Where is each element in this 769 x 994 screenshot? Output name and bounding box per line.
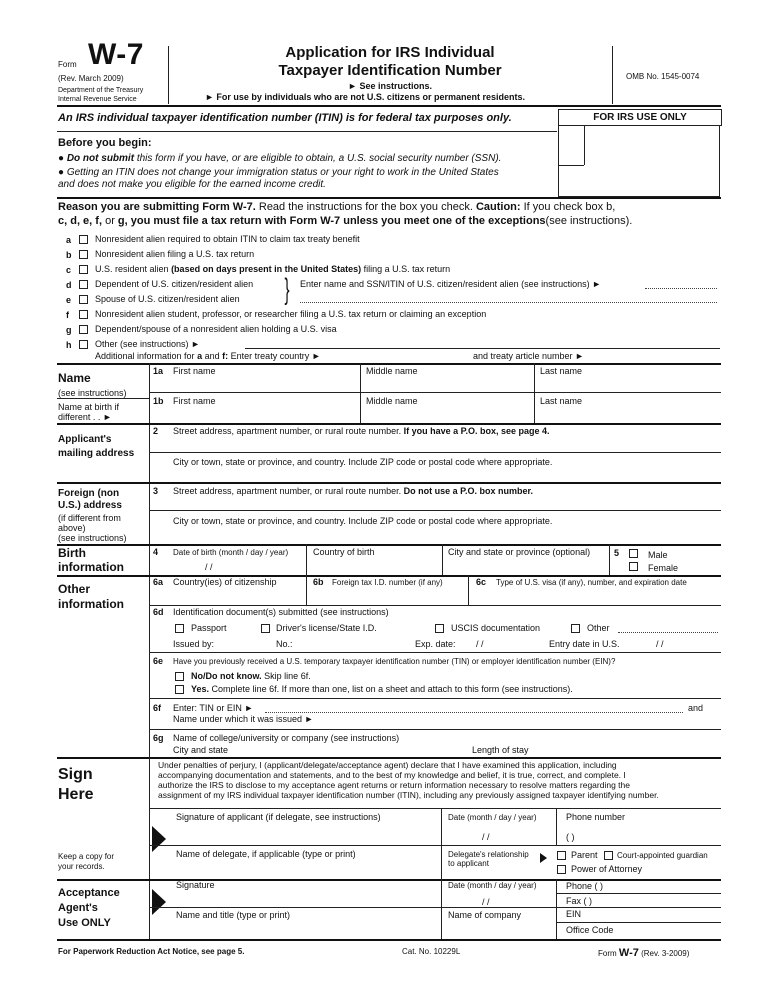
foreign-sub-1: (if different from xyxy=(58,513,121,523)
birth-city-label: City and state or province (optional) xyxy=(448,547,591,557)
foreign-street-label xyxy=(173,486,533,496)
agent-heading-1: Acceptance xyxy=(58,887,120,899)
uscis-checkbox[interactable] xyxy=(435,624,444,633)
form-label: Form xyxy=(58,60,77,69)
additional-and: and xyxy=(204,351,220,361)
name-sub: (see instructions) xyxy=(58,388,127,398)
footer-form-number: W-7 xyxy=(618,947,639,959)
perjury-line-4: assignment of my IRS individual taxpayer identification number (ITIN), including any previously assigned taxpayer identifying number. xyxy=(158,790,659,800)
name-sub-rule xyxy=(57,398,149,399)
other-bottom-rule xyxy=(57,757,721,759)
birth-divider-3 xyxy=(609,544,610,575)
entry-date-slashes: / / xyxy=(656,639,664,649)
city-state-label: City and state xyxy=(173,745,229,755)
passport-checkbox[interactable] xyxy=(175,624,184,633)
reason-letter-g: g xyxy=(66,325,72,335)
line-2-num: 2 xyxy=(153,426,159,436)
prev-tin-no-rest: Skip line 6f. xyxy=(264,671,311,681)
parent-checkbox[interactable] xyxy=(557,851,566,860)
additional-info-label: Additional information for xyxy=(95,351,195,361)
name-heading: Name xyxy=(58,371,91,385)
delegate-name-label: Name of delegate, if applicable (type or print) xyxy=(176,849,356,859)
left-column-divider xyxy=(149,363,150,783)
header-divider-right xyxy=(612,46,613,104)
line-6a-num: 6a xyxy=(153,577,164,587)
college-label: Name of college/university or company (see instructions) xyxy=(173,733,400,743)
keep-copy-1: Keep a copy for xyxy=(58,852,115,861)
reason-caution-text: If you check box b, xyxy=(523,201,616,213)
prev-tin-no-checkbox[interactable] xyxy=(175,672,184,681)
intro-rule xyxy=(57,131,557,132)
line-6g-num: 6g xyxy=(153,733,164,743)
foreign-bottom-rule xyxy=(57,544,721,546)
prev-tin-yes-checkbox[interactable] xyxy=(175,685,184,694)
agent-signature-label: Signature xyxy=(176,880,215,890)
agent-name-title-label: Name and title (type or print) xyxy=(176,910,291,920)
paperwork-notice: For Paperwork Reduction Act Notice, see page 5. xyxy=(58,947,245,956)
reason-letter-c: c xyxy=(66,265,72,275)
poa-checkbox[interactable] xyxy=(557,865,566,874)
sign-row-rule xyxy=(149,845,721,846)
phone-parens: ( ) xyxy=(566,832,575,842)
birth-heading-2: information xyxy=(58,560,124,574)
line-1b-num: 1b xyxy=(153,396,164,406)
reason-instruction: Read the instructions for the box you check. xyxy=(258,201,473,213)
agency: Internal Revenue Service xyxy=(58,96,137,103)
bullet-1-text: this form if you have, or are eligible to obtain, a U.S. social security number (SSN). xyxy=(136,153,502,164)
sign-date-slashes: / / xyxy=(482,832,490,842)
prev-tin-yes-bold: Yes. xyxy=(191,684,210,694)
reason-letter-a: a xyxy=(66,235,72,245)
reason-b-text: Nonresident alien filing a U.S. tax return xyxy=(95,249,255,259)
prev-tin-no-bold: No/Do not know. xyxy=(191,671,262,681)
reason-letter-d: d xyxy=(66,280,72,290)
cat-number: Cat. No. 10229L xyxy=(402,947,461,956)
foreign-heading-1: Foreign (non xyxy=(58,488,120,499)
sign-heading-2: Here xyxy=(58,786,94,803)
exp-date-label: Exp. date: xyxy=(415,639,456,649)
name-birth-line2: different . . ► xyxy=(58,412,112,422)
sign-date-label: Date (month / day / year) xyxy=(448,813,537,822)
length-of-stay-label: Length of stay xyxy=(472,745,529,755)
agent-divider-2 xyxy=(556,879,557,940)
line-6f-num: 6f xyxy=(153,703,162,713)
ssn-name-line[interactable] xyxy=(300,302,717,303)
reason-f-text: Nonresident alien student, professor, or researcher filing a U.S. tax return or claiming an exception xyxy=(95,309,487,319)
name-bottom-rule xyxy=(57,423,721,425)
reason-letter-b: b xyxy=(66,250,72,260)
other-divider-2 xyxy=(468,575,469,605)
additional-info xyxy=(95,351,321,361)
mailing-street-text: Street address, apartment number, or rural route number. xyxy=(173,426,402,436)
agent-arrow-icon xyxy=(152,889,166,915)
reason-see-instr: (see instructions). xyxy=(545,215,633,227)
first-name-label: First name xyxy=(173,366,216,376)
court-guardian-checkbox[interactable] xyxy=(604,851,613,860)
parent-label: Parent xyxy=(571,850,598,860)
intro-bottom-rule xyxy=(57,197,721,199)
prev-tin-question: Have you previously received a U.S. temporary taxpayer identification number (TIN) or employer identification number (EIN)? xyxy=(173,657,616,666)
agent-bottom-rule xyxy=(57,939,721,941)
reason-requirement: g, you must file a tax return with Form W-7 unless you meet one of the exceptions xyxy=(117,215,546,227)
irs-use-only-header: FOR IRS USE ONLY xyxy=(558,109,722,126)
mailing-heading-1: Applicant's xyxy=(58,434,112,445)
reason-c-text xyxy=(95,264,450,274)
reason-d-checkbox[interactable] xyxy=(79,280,88,289)
sign-divider-2 xyxy=(556,808,557,845)
line-6f-rule xyxy=(149,729,721,730)
name-row-rule xyxy=(149,392,721,393)
birth-divider-2 xyxy=(442,544,443,575)
phone-number-label: Phone number xyxy=(566,812,626,822)
mailing-street-label xyxy=(173,426,550,436)
delegate-divider xyxy=(441,845,442,879)
foreign-po-note: Do not use a P.O. box number. xyxy=(403,486,533,496)
foreign-sub-3: (see instructions) xyxy=(58,533,127,543)
form-title-line2: Taxpayer Identification Number xyxy=(278,62,502,79)
male-checkbox[interactable] xyxy=(629,549,638,558)
name-birth-line1: Name at birth if xyxy=(58,402,120,412)
entry-date-label: Entry date in U.S. xyxy=(549,639,620,649)
line-6e-num: 6e xyxy=(153,656,164,666)
agent-fax-label: Fax ( ) xyxy=(566,896,592,906)
agent-heading-2: Agent's xyxy=(58,902,98,914)
agent-company-label: Name of company xyxy=(448,910,522,920)
foreign-tax-id-label: Foreign tax I.D. number (if any) xyxy=(332,578,443,587)
line-3-num: 3 xyxy=(153,486,159,496)
line-6a-rule xyxy=(149,605,721,606)
reason-g-checkbox[interactable] xyxy=(79,325,88,334)
reason-letter-e: e xyxy=(66,295,72,305)
mailing-heading-2: mailing address xyxy=(58,448,135,459)
drivers-license-checkbox[interactable] xyxy=(261,624,270,633)
line-6d-num: 6d xyxy=(153,607,164,617)
form-title-line1: Application for IRS Individual xyxy=(285,44,495,61)
delegate-relationship-1: Delegate's relationship xyxy=(448,850,529,859)
see-instructions: ► See instructions. xyxy=(348,81,432,91)
line-4-num: 4 xyxy=(153,547,159,557)
reason-a-text: Nonresident alien required to obtain ITIN to claim tax treaty benefit xyxy=(95,234,360,244)
agent-row-rule xyxy=(149,907,721,908)
id-docs-label: Identification document(s) submitted (see instructions) xyxy=(173,607,389,617)
mailing-city-label: City or town, state or province, and country. Include ZIP code or postal code where appropriate. xyxy=(173,457,553,467)
enter-ssn-label: Enter name and SSN/ITIN of U.S. citizen/resident alien (see instructions) ► xyxy=(300,279,602,289)
irs-use-only-box xyxy=(558,125,720,197)
name-divider-2 xyxy=(534,363,535,423)
reason-h-checkbox[interactable] xyxy=(79,340,88,349)
reason-letter-f: f xyxy=(66,310,69,320)
use-note: ► For use by individuals who are not U.S. citizens or permanent residents. xyxy=(205,92,525,102)
other-doc-label: Other xyxy=(587,623,610,633)
keep-copy-2: your records. xyxy=(58,862,105,871)
treaty-country-label: Enter treaty country ► xyxy=(230,351,321,361)
foreign-heading-2: U.S.) address xyxy=(58,500,122,511)
other-divider-1 xyxy=(306,575,307,605)
footer-form-id xyxy=(598,947,689,960)
birth-first-name-label: First name xyxy=(173,396,216,406)
footer-revision: (Rev. 3-2009) xyxy=(641,949,690,958)
reason-heading: Reason you are submitting Form W-7. xyxy=(58,201,256,213)
reason-line2 xyxy=(58,215,632,228)
reason-c-end: filing a U.S. tax return xyxy=(363,264,451,274)
revision-date: (Rev. March 2009) xyxy=(58,74,124,83)
line-5-num: 5 xyxy=(614,548,620,558)
reason-letter-h: h xyxy=(66,340,72,350)
perjury-line-2: accompanying documentation and statements, and to the best of my knowledge and belief, it is true, correct, and complete. I xyxy=(158,770,626,780)
reason-e-checkbox[interactable] xyxy=(79,295,88,304)
agent-date-label: Date (month / day / year) xyxy=(448,881,537,890)
citizenship-label: Country(ies) of citizenship xyxy=(173,577,277,587)
issued-by-label: Issued by: xyxy=(173,639,215,649)
additional-a: a xyxy=(197,351,203,361)
delegate-arrow-icon xyxy=(540,853,547,863)
reason-line1 xyxy=(58,201,615,214)
omb-number: OMB No. 1545-0074 xyxy=(626,72,700,81)
foreign-row-rule xyxy=(149,510,721,511)
agent-ein-rule xyxy=(556,922,721,923)
foreign-street-text: Street address, apartment number, or rural route number. xyxy=(173,486,402,496)
mailing-po-note: If you have a P.O. box, see page 4. xyxy=(403,426,550,436)
reason-c-checkbox[interactable] xyxy=(79,265,88,274)
ssn-line[interactable] xyxy=(645,288,717,289)
irs-box-divider xyxy=(584,125,585,165)
other-heading-1: Other xyxy=(58,582,91,596)
perjury-line-1: Under penalties of perjury, I (applicant/delegate/acceptance agent) declare that I have examined this application, including xyxy=(158,760,617,770)
country-of-birth-label: Country of birth xyxy=(313,547,375,557)
treaty-article-label: and treaty article number ► xyxy=(473,351,584,361)
dob-label: Date of birth (month / day / year) xyxy=(173,548,289,557)
foreign-sub-2: above) xyxy=(58,523,86,533)
reason-boxes: c, d, e, f, xyxy=(58,215,103,227)
agent-phone-label: Phone ( ) xyxy=(566,881,604,891)
brace-icon: } xyxy=(284,273,290,306)
reason-f-checkbox[interactable] xyxy=(79,310,88,319)
sign-divider-1 xyxy=(441,808,442,845)
agent-date-slashes: / / xyxy=(482,897,490,907)
last-name-label: Last name xyxy=(540,366,583,376)
visa-label: Type of U.S. visa (if any), number, and expiration date xyxy=(496,578,687,587)
birth-divider-1 xyxy=(306,544,307,575)
bullet-1: ● Do not submit this form if you have, or are eligible to obtain, a U.S. social security number (SSN). xyxy=(58,153,502,164)
perjury-rule xyxy=(149,808,721,809)
reason-g-text: Dependent/spouse of a nonresident alien holding a U.S. visa xyxy=(95,324,337,334)
reason-h-text: Other (see instructions) ► xyxy=(95,339,200,349)
dob-slashes: / / xyxy=(205,562,213,572)
bullet-2-line1: Getting an ITIN does not change your immigration status or your right to work in the United States xyxy=(66,167,499,178)
prev-tin-yes-rest: Complete line 6f. If more than one, list on a sheet and attach to this form (see instructions). xyxy=(211,684,573,694)
prev-tin-no xyxy=(191,671,311,681)
reason-a-checkbox[interactable] xyxy=(79,235,88,244)
caution-label: Caution: xyxy=(475,201,521,213)
exp-date-slashes: / / xyxy=(476,639,484,649)
signature-applicant-label: Signature of applicant (if delegate, see instructions) xyxy=(176,812,381,822)
uscis-label: USCIS documentation xyxy=(451,623,541,633)
line-1a-num: 1a xyxy=(153,366,164,376)
birth-last-name-label: Last name xyxy=(540,396,583,406)
line-6c-num: 6c xyxy=(476,577,487,587)
female-checkbox[interactable] xyxy=(629,562,638,571)
perjury-line-3: authorize the IRS to disclose to my acceptance agent returns or return information necessary to resolve matters regarding the xyxy=(158,780,630,790)
department: Department of the Treasury xyxy=(58,87,144,94)
footer-form-word: Form xyxy=(598,949,617,958)
agent-phone-rule xyxy=(556,893,721,894)
reason-c-bold: (based on days present in the United States) xyxy=(171,264,362,274)
agent-office-code-label: Office Code xyxy=(566,925,614,935)
male-label: Male xyxy=(648,550,668,560)
foreign-city-label: City or town, state or province, and country. Include ZIP code or postal code where appropriate. xyxy=(173,516,553,526)
reason-c-start: U.S. resident alien xyxy=(95,264,169,274)
name-divider-1 xyxy=(360,363,361,423)
prev-tin-yes xyxy=(191,684,573,694)
other-heading-2: information xyxy=(58,597,124,611)
agent-divider-1 xyxy=(441,879,442,940)
poa-label: Power of Attorney xyxy=(571,864,643,874)
other-doc-line[interactable] xyxy=(618,632,718,633)
reason-d-text: Dependent of U.S. citizen/resident alien xyxy=(95,279,254,289)
bullet-2: ● Getting an ITIN does not change your immigration status or your right to work in the United States xyxy=(58,167,499,178)
reason-or: or xyxy=(105,215,115,227)
line-6d-rule xyxy=(149,652,721,653)
sign-left-divider xyxy=(149,757,150,940)
form-number: W-7 xyxy=(88,38,144,71)
birth-middle-name-label: Middle name xyxy=(366,396,418,406)
delegate-relationship-2: to applicant xyxy=(448,859,489,868)
drivers-license-label: Driver's license/State I.D. xyxy=(276,623,377,633)
sign-bottom-rule xyxy=(57,879,721,881)
before-heading: Before you begin: xyxy=(58,137,152,149)
mailing-bottom-rule xyxy=(57,482,721,484)
agent-ein-label: EIN xyxy=(566,909,582,919)
additional-f: f: xyxy=(222,351,229,361)
line-6e-rule xyxy=(149,698,721,699)
agent-heading-3: Use ONLY xyxy=(58,917,111,929)
reason-bottom-rule xyxy=(57,363,721,365)
sign-heading-1: Sign xyxy=(58,766,93,783)
passport-label: Passport xyxy=(191,623,227,633)
tin-and-label: and xyxy=(688,703,704,713)
name-under-label: Name under which it was issued ► xyxy=(173,714,314,724)
enter-tin-label: Enter: TIN or EIN ► xyxy=(173,703,254,713)
reason-e-text: Spouse of U.S. citizen/resident alien xyxy=(95,294,240,304)
middle-name-label: Middle name xyxy=(366,366,418,376)
header-divider-left xyxy=(168,46,169,104)
line-6b-num: 6b xyxy=(313,577,324,587)
other-doc-checkbox[interactable] xyxy=(571,624,580,633)
birth-heading-1: Birth xyxy=(58,546,86,560)
other-reason-line[interactable] xyxy=(245,348,720,349)
court-guardian-label: Court-appointed guardian xyxy=(617,851,708,860)
header-rule xyxy=(57,105,721,107)
sign-arrow-icon xyxy=(152,826,166,852)
bullet-1-bold: Do not submit xyxy=(66,153,135,164)
reason-b-checkbox[interactable] xyxy=(79,250,88,259)
doc-number-label: No.: xyxy=(276,639,293,649)
tin-line[interactable] xyxy=(265,712,683,713)
female-label: Female xyxy=(648,563,679,573)
itin-note: An IRS individual taxpayer identification number (ITIN) is for federal tax purposes only. xyxy=(58,112,512,124)
bullet-2-line2: and does not make you eligible for the earned income credit. xyxy=(58,179,326,190)
mailing-row-rule xyxy=(149,452,721,453)
irs-box-rule xyxy=(558,165,584,166)
